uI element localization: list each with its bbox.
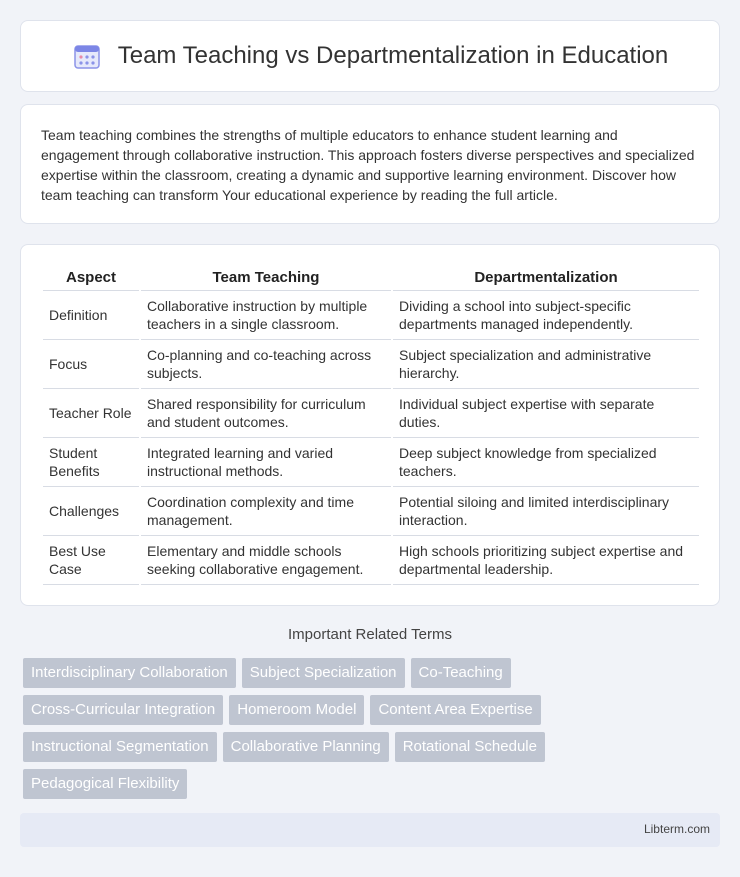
calendar-icon <box>72 41 102 71</box>
table-row <box>43 388 699 437</box>
table-cell: Coordination complexity and time management. <box>141 486 391 535</box>
tag-row <box>23 658 723 688</box>
table-cell: Elementary and middle schools seeking collaborative engagement. <box>141 535 391 585</box>
tag-row <box>23 695 723 725</box>
tag[interactable]: Collaborative Planning <box>223 732 389 762</box>
table-row <box>43 437 699 486</box>
footer <box>20 813 720 847</box>
table-cell: Teacher Role <box>43 388 139 437</box>
table-cell: Collaborative instruction by multiple teachers in a single classroom. <box>141 290 391 339</box>
tag[interactable]: Rotational Schedule <box>395 732 545 762</box>
tag[interactable]: Interdisciplinary Collaboration <box>23 658 236 688</box>
tag-row <box>23 769 723 799</box>
header-team-teaching: Team Teaching <box>212 269 320 286</box>
tag[interactable]: Subject Specialization <box>242 658 405 688</box>
tag[interactable]: Pedagogical Flexibility <box>23 769 187 799</box>
tag-row <box>23 732 723 762</box>
table-cell: Deep subject knowledge from specialized teachers. <box>393 437 699 486</box>
related-terms-title: Important Related Terms <box>288 626 452 643</box>
table-cell: Potential siloing and limited interdisciplinary interaction. <box>393 486 699 535</box>
tag[interactable]: Homeroom Model <box>229 695 364 725</box>
comparison-card <box>20 244 720 606</box>
table-cell: Individual subject expertise with separate duties. <box>393 388 699 437</box>
comparison-table <box>41 263 701 585</box>
title-wrap <box>72 41 669 71</box>
table-cell: Co-planning and co-teaching across subjects. <box>141 339 391 388</box>
intro-card <box>20 104 720 224</box>
tag[interactable]: Instructional Segmentation <box>23 732 217 762</box>
table-cell: Shared responsibility for curriculum and student outcomes. <box>141 388 391 437</box>
table-cell: Definition <box>43 290 139 339</box>
table-cell: Focus <box>43 339 139 388</box>
table-row <box>43 486 699 535</box>
header-departmentalization: Departmentalization <box>474 269 618 286</box>
related-terms <box>23 658 723 806</box>
table-cell: Challenges <box>43 486 139 535</box>
table-cell: Dividing a school into subject-specific departments managed independently. <box>393 290 699 339</box>
tag[interactable]: Cross-Curricular Integration <box>23 695 223 725</box>
intro-text: Team teaching combines the strengths of multiple educators to enhance student learning and engagement through collaborative instruction. This approach fosters diverse perspectives and specialized expertise within the classroom, creating a dynamic and supportive learning environment. Discover how team teaching can transform Your educational experience by reading the full article. <box>41 127 695 203</box>
table-row <box>43 290 699 339</box>
table-row <box>43 535 699 585</box>
title-card <box>20 20 720 92</box>
tag[interactable]: Content Area Expertise <box>370 695 540 725</box>
tag[interactable]: Co-Teaching <box>411 658 511 688</box>
header-aspect: Aspect <box>65 269 117 286</box>
page-title: Team Teaching vs Departmentalization in Education <box>117 42 669 69</box>
table-cell: Integrated learning and varied instructional methods. <box>141 437 391 486</box>
table-header-row <box>43 263 699 290</box>
table-cell: Student Benefits <box>43 437 139 486</box>
table-cell: Subject specialization and administrative hierarchy. <box>393 339 699 388</box>
table-cell: High schools prioritizing subject expertise and departmental leadership. <box>393 535 699 585</box>
footer-link[interactable]: Libterm.com <box>643 822 710 836</box>
table-row <box>43 339 699 388</box>
table-cell: Best Use Case <box>43 535 139 585</box>
